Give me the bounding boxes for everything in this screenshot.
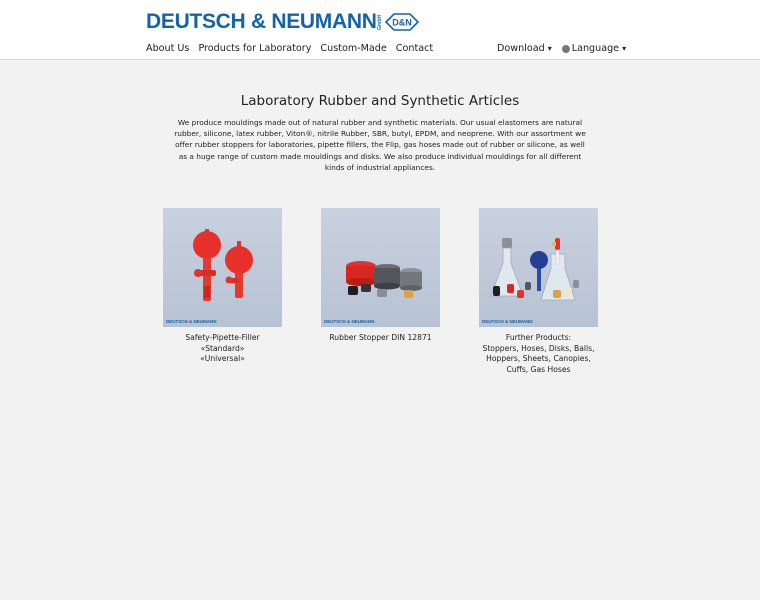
product-card-further-products xyxy=(479,208,598,375)
brand-logo[interactable] xyxy=(146,10,419,34)
nav-products-for-laboratory[interactable]: Products for Laboratory xyxy=(198,43,312,54)
caption-line: Further Products: xyxy=(505,333,572,342)
brand-gmbh: GmbH xyxy=(376,14,383,30)
brand-mark-text: D&N xyxy=(391,17,412,28)
language-label: Language xyxy=(571,43,620,54)
product-card-rubber-stopper xyxy=(321,208,440,344)
image-watermark: DEUTSCH & NEUMANN xyxy=(166,319,217,324)
nav-utility xyxy=(497,43,636,54)
download-label: Download xyxy=(497,43,545,54)
image-watermark: DEUTSCH & NEUMANN xyxy=(482,319,533,324)
further-products-illustration xyxy=(479,208,598,327)
nav-custom-made[interactable]: Custom-Made xyxy=(320,43,387,54)
download-dropdown[interactable] xyxy=(497,43,552,54)
caption-line: Hoppers, Sheets, Canopies, xyxy=(486,354,591,364)
image-watermark: DEUTSCH & NEUMANN xyxy=(324,319,375,324)
pipette-filler-illustration xyxy=(163,208,282,327)
caption-line: «Universal» xyxy=(200,354,245,364)
caption-line: Stoppers, Hoses, Disks, Balls, xyxy=(482,343,595,353)
card-caption[interactable] xyxy=(479,333,598,375)
chevron-down-icon: ▾ xyxy=(622,44,627,53)
rubber-stopper-illustration xyxy=(321,208,440,327)
caption-line: Safety-Pipette-Filler xyxy=(185,333,260,342)
main-nav xyxy=(146,43,442,54)
globe-icon xyxy=(562,45,570,53)
brand-mark-icon xyxy=(385,12,419,32)
pipette-filler-image[interactable] xyxy=(163,208,282,327)
card-caption[interactable] xyxy=(163,333,282,365)
further-products-image[interactable] xyxy=(479,208,598,327)
caption-line: Rubber Stopper DIN 12871 xyxy=(329,333,432,342)
card-caption[interactable] xyxy=(321,333,440,344)
brand-name: DEUTSCH & NEUMANN xyxy=(146,10,377,33)
intro-text: We produce mouldings made out of natural rubber and synthetic materials. Our usual elastomers are natural rubber, silicone, latex rubber, Viton®, nitrile Rubber, SBR, butyl, EPDM, and neoprene. With our assortment we offer rubber stoppers for laboratories, pipette fillers, the Flip, gas hoses made out of rubber or silicone, as well as a huge range of custom made mouldings and disks. We also produce individual mouldings for all different kinds of industrial appliances. xyxy=(174,118,586,172)
caption-line: «Standard» xyxy=(200,343,245,353)
nav-contact[interactable]: Contact xyxy=(395,43,434,54)
chevron-down-icon: ▾ xyxy=(547,44,552,53)
language-dropdown[interactable] xyxy=(562,43,626,54)
caption-line: Cuffs, Gas Hoses xyxy=(506,364,571,374)
product-card-pipette-filler xyxy=(163,208,282,365)
site-header xyxy=(0,0,760,60)
nav-about-us[interactable]: About Us xyxy=(146,43,190,54)
rubber-stopper-image[interactable] xyxy=(321,208,440,327)
page-title: Laboratory Rubber and Synthetic Articles xyxy=(240,93,520,109)
